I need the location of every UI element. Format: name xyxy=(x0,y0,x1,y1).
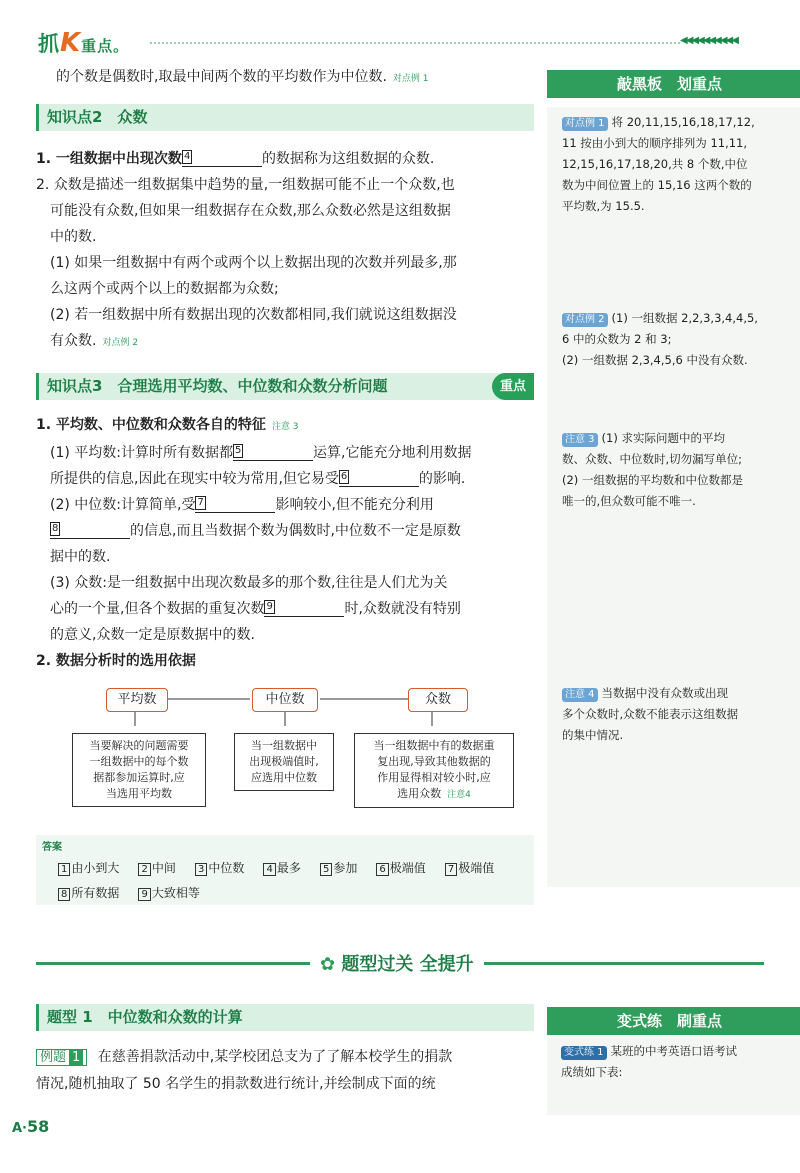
answer-blank[interactable]: 5 xyxy=(233,444,313,461)
note-tag: 注意 3 xyxy=(562,433,598,447)
example-tag: 例题 1 xyxy=(36,1049,87,1066)
sidebar-note-4: 注意 4 当数据中没有众数或出现 多个众数时,众数不能表示这组数据 的集中情况. xyxy=(562,686,739,742)
practice-1: 变式练 1 某班的中考英语口语考试 成绩如下表: xyxy=(547,1035,800,1115)
header-rule xyxy=(150,42,680,44)
page-number: A·58 xyxy=(12,1117,50,1136)
ref-link[interactable]: 对点例 2 xyxy=(102,338,139,348)
sidebar-note-3: 注意 3 (1) 求实际问题中的平均 数、众数、中位数时,切勿漏写单位; (2) 一组数据的平均数和中位数都是 唯一的,但众数可能不唯一. xyxy=(562,431,743,508)
answer-blank[interactable]: 7 xyxy=(195,496,275,513)
ref-link[interactable]: 对点例 1 xyxy=(392,74,429,84)
flow-head-mean: 平均数 xyxy=(106,688,168,712)
ref-link[interactable]: 注意 3 xyxy=(271,422,299,432)
answer-item: 6 极端值 xyxy=(376,857,425,881)
sidebar-title: 敲黑板 划重点 xyxy=(547,70,800,98)
section-title: ✿ 题型过关 全提升 xyxy=(310,950,484,976)
answer-item: 4 最多 xyxy=(263,857,300,881)
kp3-heading: 知识点3 合理选用平均数、中位数和众数分析问题 重点 xyxy=(36,373,534,400)
kp3-body: 1. 平均数、中位数和众数各自的特征 注意 3 (1) 平均数:计算时所有数据都 5 运算,它能充分地利用数据 所提供的信息,因此在现实中较为常用,但它易受 6 的影响. (2) 中位数:计算简单,受 7 影响较小,但不能充分利用 8 的信息,而且当数据个数为偶数时,中位数不一定是原数 据中的数. (3) 众数:是一组数据中出现次数最多的那个数,往往是人们尤为关 心的一个量,但各个数据的重复次数 9 时,众数就没有特别 的意义,众数一定是原数据中的数. 2. 数据分析时的选用依据 xyxy=(36,417,472,669)
answer-blank[interactable]: 9 xyxy=(264,600,344,617)
answer-item: 8 所有数据 xyxy=(58,882,119,906)
header-arrows: ◀◀◀◀◀◀◀◀◀◀ xyxy=(680,35,737,46)
example-1: 例题 1 在慈善捐款活动中,某学校团总支为了了解本校学生的捐款 情况,随机抽取了 50 名学生的捐款数进行统计,并绘制成下面的统 xyxy=(36,1049,453,1092)
answer-item: 2 中间 xyxy=(138,857,175,881)
intro-line: 的个数是偶数时,取最中间两个数的平均数作为中位数. 对点例 1 xyxy=(56,69,429,85)
practice-title: 变式练 刷重点 xyxy=(547,1007,800,1035)
sidebar-example-1: 对点例 1 将 20,11,15,16,18,17,12, 11 按由小到大的顺序排列为 11,11, 12,15,16,17,18,20,共 8 个数,中位 数为中间位置上的 15,16 这两个数的 平均数,为 15.5. xyxy=(562,115,755,213)
brand-logo: 抓K重点。 xyxy=(38,28,130,58)
sidebar-example-2: 对点例 2 (1) 一组数据 2,2,3,3,4,4,5, 6 中的众数为 2 和 3; (2) 一组数据 2,3,4,5,6 中没有众数. xyxy=(562,311,758,367)
answer-item: 3 中位数 xyxy=(195,857,244,881)
kp2-body: 1. 一组数据中出现次数 4 的数据称为这组数据的众数. 2. 众数是描述一组数据集中趋势的量,一组数据可能不止一个众数,也 可能没有众数,但如果一组数据存在众数,那么众数必然是这组数据 中的数. (1) 如果一组数据中有两个或两个以上数据出现的次数并列最多,那 么这两个或两个以上的数据都为众数; (2) 若一组数据中所有数据出现的次数都相同,我们就说这组数据没 有众数. 对点例 2 xyxy=(36,151,457,349)
note-tag: 变式练 1 xyxy=(561,1046,607,1060)
answer-blank[interactable]: 6 xyxy=(339,470,419,487)
flow-box-median: 当一组数据中 出现极端值时, 应选用中位数 xyxy=(234,733,334,791)
answer-box xyxy=(36,835,534,905)
note-tag: 对点例 2 xyxy=(562,313,608,327)
answer-item: 7 极端值 xyxy=(445,857,494,881)
key-badge: 重点 xyxy=(492,373,534,400)
flow-head-median: 中位数 xyxy=(252,688,318,712)
answer-blank[interactable]: 8 xyxy=(50,522,130,539)
note-tag: 注意 4 xyxy=(562,688,598,702)
flow-box-mode: 当一组数据中有的数据重 复出现,导致其他数据的 作用显得相对较小时,应 选用众数 注意4 xyxy=(354,733,514,808)
kp2-heading: 知识点2 众数 xyxy=(36,104,534,131)
answer-item: 1 由小到大 xyxy=(58,857,119,881)
leaf-icon: ✿ xyxy=(320,954,336,975)
answer-list xyxy=(36,856,534,906)
flow-head-mode: 众数 xyxy=(408,688,468,712)
answer-item: 5 参加 xyxy=(320,857,357,881)
flow-box-mean: 当要解决的问题需要 一组数据中的每个数 据都参加运算时,应 当选用平均数 xyxy=(72,733,206,807)
answer-label: 答案 xyxy=(42,842,62,853)
ref-link[interactable]: 注意4 xyxy=(447,790,471,800)
type1-heading: 题型 1 中位数和众数的计算 xyxy=(36,1004,534,1031)
answer-blank[interactable]: 4 xyxy=(182,150,262,167)
answer-item: 9 大致相等 xyxy=(138,882,199,906)
note-tag: 对点例 1 xyxy=(562,117,608,131)
